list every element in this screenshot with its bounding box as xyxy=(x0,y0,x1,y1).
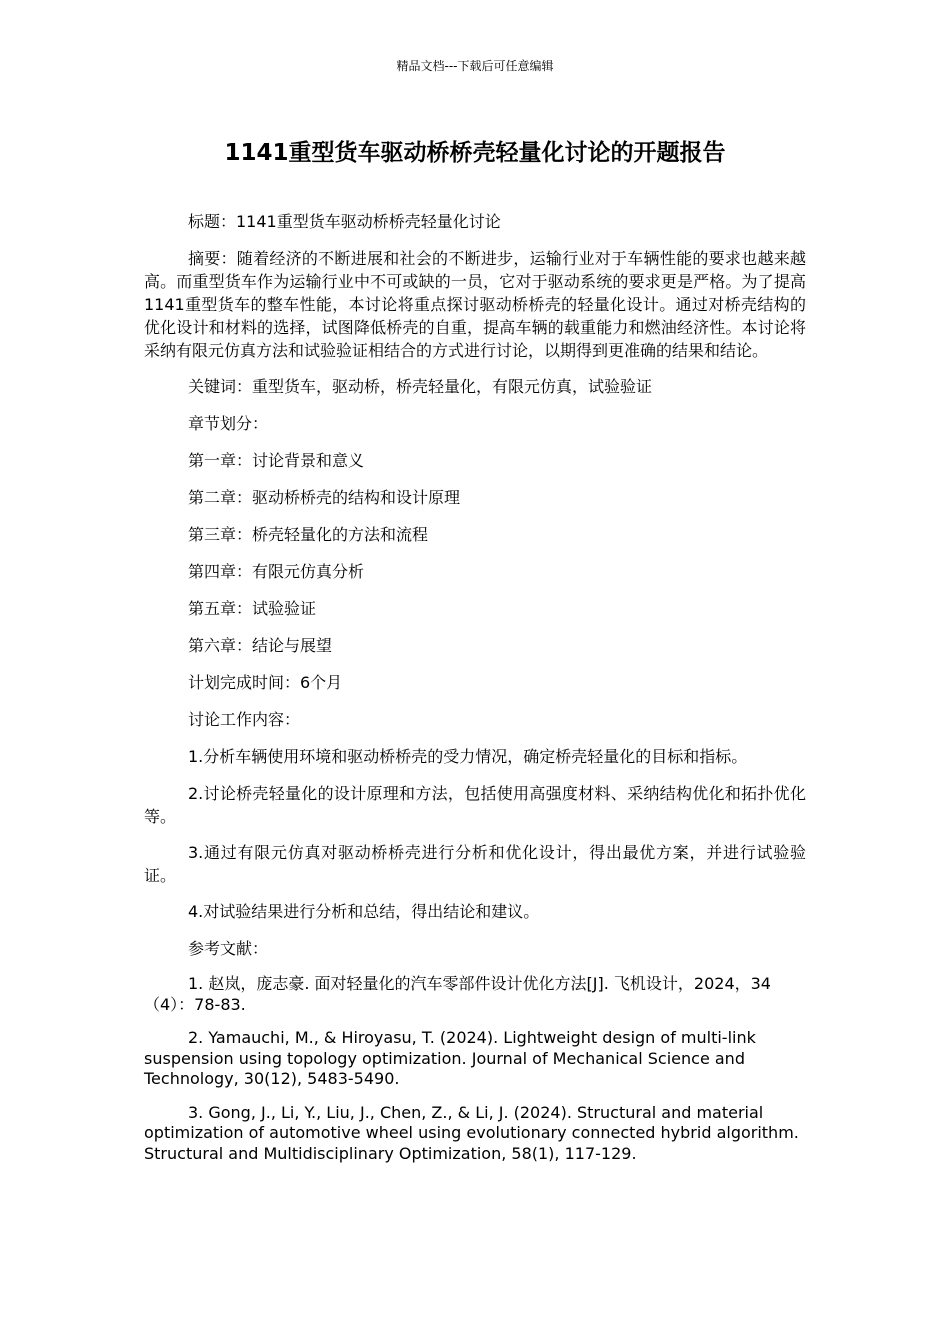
chapter-item: 第三章：桥壳轻量化的方法和流程 xyxy=(188,525,429,544)
reference-item: 3. Gong, J., Li, Y., Liu, J., Chen, Z., & Li, J. (2024). Structural and material optimization of automotive wheel using evolutionary connected hybrid algorithm. Structural and Multidisciplinary Optimization, 58(1), 117-129. xyxy=(144,1102,799,1163)
chapter-item: 第五章：试验验证 xyxy=(188,599,317,618)
work-item: 1.分析车辆使用环境和驱动桥桥壳的受力情况，确定桥壳轻量化的目标和指标。 xyxy=(188,747,748,766)
work-item: 2.讨论桥壳轻量化的设计原理和方法，包括使用高强度材料、采纳结构优化和拓扑优化等。 xyxy=(144,784,806,826)
document-body xyxy=(144,210,806,1177)
reference-item: 2. Yamauchi, M., & Hiroyasu, T. (2024). Lightweight design of multi-link suspension using topology optimization. Journal of Mechanical Science and Technology, 30(12), 5483-5490. xyxy=(144,1028,756,1088)
title-line: 标题：1141重型货车驱动桥桥壳轻量化讨论 xyxy=(188,212,501,231)
keywords-line: 关键词：重型货车，驱动桥，桥壳轻量化，有限元仿真，试验验证 xyxy=(188,377,653,396)
work-item: 3.通过有限元仿真对驱动桥桥壳进行分析和优化设计，得出最优方案，并进行试验验证。 xyxy=(144,843,806,885)
references-heading: 参考文献： xyxy=(188,939,269,958)
reference-item: 1. 赵岚，庞志豪. 面对轻量化的汽车零部件设计优化方法[J]. 飞机设计，2024，34（4）：78-83. xyxy=(144,974,771,1014)
chapter-item: 第六章：结论与展望 xyxy=(188,636,333,655)
chapter-item: 第二章：驱动桥桥壳的结构和设计原理 xyxy=(188,488,461,507)
chapter-item: 第一章：讨论背景和意义 xyxy=(188,451,365,470)
schedule-line: 计划完成时间：6个月 xyxy=(188,673,343,692)
document-title: 1141重型货车驱动桥桥壳轻量化讨论的开题报告 xyxy=(224,140,726,166)
work-content-heading: 讨论工作内容： xyxy=(188,710,301,729)
abstract-paragraph: 摘要：随着经济的不断进展和社会的不断进步，运输行业对于车辆性能的要求也越来越高。而重型货车作为运输行业中不可或缺的一员，它对于驱动系统的要求更是严格。为了提高1141重型货车的整车性能，本讨论将重点探讨驱动桥桥壳的轻量化设计。通过对桥壳结构的优化设计和材料的选择，试图降低桥壳的自重，提高车辆的载重能力和燃油经济性。本讨论将采纳有限元仿真方法和试验验证相结合的方式进行讨论，以期得到更准确的结果和结论。 xyxy=(144,249,806,360)
header-note: 精品文档---下载后可任意编辑 xyxy=(396,59,554,73)
chapter-item: 第四章：有限元仿真分析 xyxy=(188,562,365,581)
chapter-division-heading: 章节划分： xyxy=(188,414,269,433)
work-item: 4.对试验结果进行分析和总结，得出结论和建议。 xyxy=(188,902,540,921)
